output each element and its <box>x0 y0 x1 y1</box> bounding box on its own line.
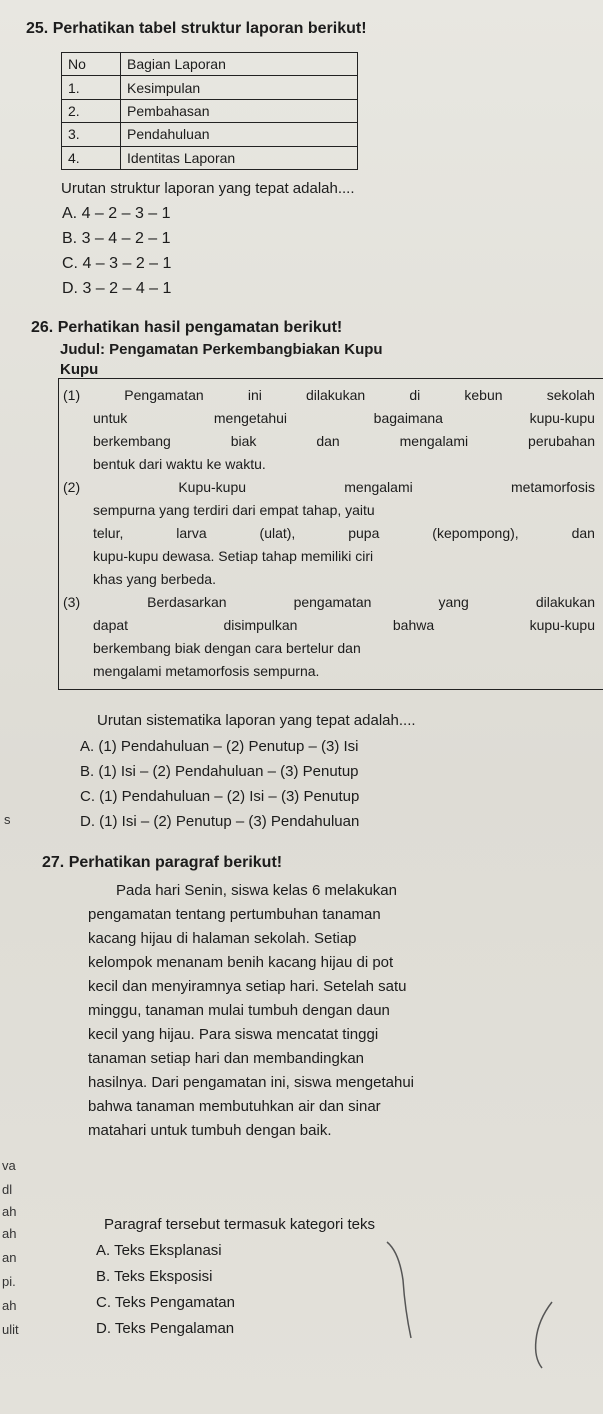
table-row <box>62 76 358 99</box>
box-word: mengetahui <box>213 410 288 426</box>
box-line <box>63 479 595 495</box>
box-word: telur, <box>93 525 124 541</box>
option-letter: A. <box>80 738 95 755</box>
box-word: perubahan <box>528 433 595 449</box>
box-line: mengalami metamorfosis sempurna. <box>93 663 320 679</box>
option-text: 4 – 2 – 3 – 1 <box>81 205 171 222</box>
box-word: berkembang <box>93 433 171 449</box>
box-word: bagaimana <box>373 410 443 426</box>
box-line <box>93 525 595 541</box>
box-line: khas yang berbeda. <box>93 571 216 587</box>
q27-prompt: Perhatikan paragraf berikut! <box>68 854 283 871</box>
q26-number: 26. <box>31 319 54 336</box>
q27-question: Paragraf tersebut termasuk kategori teks <box>104 1216 375 1233</box>
box-word: dapat <box>93 617 129 633</box>
q26-option-a[interactable] <box>80 738 359 755</box>
box-line: berkembang biak dengan cara bertelur dan <box>93 640 361 656</box>
box-word: ini <box>247 387 262 403</box>
box-line: kupu-kupu dewasa. Setiap tahap memiliki ciri <box>93 548 374 564</box>
box-line <box>63 387 595 403</box>
box-word: bahwa <box>392 617 435 633</box>
option-letter: A. <box>96 1242 111 1259</box>
table-cell-part: Kesimpulan <box>121 76 358 99</box>
margin-fragment: ah <box>2 1204 17 1219</box>
margin-fragment: dl <box>2 1182 13 1197</box>
q25-option-a[interactable] <box>62 205 171 223</box>
box-word: (kepompong), <box>432 525 519 541</box>
q26-header <box>31 319 342 337</box>
box-word: yang <box>438 594 469 610</box>
paragraph-line: pengamatan tentang pertumbuhan tanaman <box>88 906 381 923</box>
table-cell-part: Pendahuluan <box>121 123 358 146</box>
q27-option-b[interactable] <box>96 1268 212 1285</box>
table-cell-no: 2. <box>62 99 121 122</box>
box-word: Kupu-kupu <box>178 479 247 495</box>
paragraph-line: hasilnya. Dari pengamatan ini, siswa mengetahui <box>88 1074 415 1091</box>
table-row <box>62 146 358 169</box>
margin-fragment: va <box>2 1158 16 1173</box>
q25-header <box>26 20 367 38</box>
box-word: (2) <box>63 479 81 495</box>
paragraph-line: Pada hari Senin, siswa kelas 6 melakukan <box>116 882 397 899</box>
q25-option-c[interactable] <box>62 255 171 273</box>
paragraph-line: kelompok menanam benih kacang hijau di pot <box>88 954 394 971</box>
paragraph-line: bahwa tanaman membutuhkan air dan sinar <box>88 1098 381 1115</box>
q27-header <box>42 854 282 872</box>
table-cell-no: 1. <box>62 76 121 99</box>
q25-question: Urutan struktur laporan yang tepat adalah.... <box>61 180 355 197</box>
box-line: bentuk dari waktu ke waktu. <box>93 456 266 472</box>
table-cell-no: 3. <box>62 123 121 146</box>
paragraph-line: kacang hijau di halaman sekolah. Setiap <box>88 930 357 947</box>
box-word: mengalami <box>344 479 413 495</box>
table-row <box>62 123 358 146</box>
paragraph-line: kecil dan menyiramnya setiap hari. Setelah satu <box>88 978 407 995</box>
option-letter: C. <box>62 255 78 272</box>
option-letter: B. <box>96 1268 111 1285</box>
box-word: dan <box>571 525 595 541</box>
margin-fragment: pi. <box>2 1274 16 1289</box>
option-text: (1) Isi – (2) Pendahuluan – (3) Penutup <box>98 763 359 780</box>
paragraph-line: matahari untuk tumbuh dengan baik. <box>88 1122 332 1139</box>
box-word: sekolah <box>546 387 595 403</box>
option-text: Teks Eksplanasi <box>114 1242 222 1259</box>
option-text: Teks Pengalaman <box>114 1320 235 1337</box>
box-word: (3) <box>63 594 81 610</box>
table-header-part: Bagian Laporan <box>121 53 358 76</box>
box-word: (ulat), <box>259 525 296 541</box>
option-text: (1) Pendahuluan – (2) Penutup – (3) Isi <box>98 738 359 755</box>
box-word: dilakukan <box>306 387 366 403</box>
table-header-row <box>62 53 358 76</box>
margin-fragment: ulit <box>2 1322 19 1337</box>
q26-title-cont: Kupu <box>60 361 99 378</box>
box-word: dan <box>316 433 340 449</box>
observation-box <box>58 378 603 690</box>
q26-option-c[interactable] <box>80 788 359 805</box>
box-word: untuk <box>93 410 128 426</box>
box-line <box>93 617 595 633</box>
option-letter: A. <box>62 205 78 222</box>
paragraph-line: tanaman setiap hari dan membandingkan <box>88 1050 365 1067</box>
box-line: sempurna yang terdiri dari empat tahap, yaitu <box>93 502 375 518</box>
box-word: biak <box>230 433 257 449</box>
option-letter: D. <box>96 1320 111 1337</box>
box-word: kupu-kupu <box>529 617 595 633</box>
q27-number: 27. <box>42 854 65 871</box>
margin-fragment: ah <box>2 1298 17 1313</box>
table-cell-part: Identitas Laporan <box>121 146 358 169</box>
q26-option-d[interactable] <box>80 813 359 830</box>
table-header-no: No <box>62 53 121 76</box>
box-word: disimpulkan <box>223 617 298 633</box>
option-letter: C. <box>96 1294 111 1311</box>
q25-option-d[interactable] <box>62 280 171 298</box>
box-word: dilakukan <box>535 594 595 610</box>
q25-option-b[interactable] <box>62 230 171 248</box>
box-line <box>63 594 595 610</box>
option-letter: C. <box>80 788 95 805</box>
q27-option-a[interactable] <box>96 1242 222 1259</box>
paragraph-line: minggu, tanaman mulai tumbuh dengan daun <box>88 1002 390 1019</box>
option-text: Teks Pengamatan <box>114 1294 235 1311</box>
option-letter: D. <box>62 280 78 297</box>
option-text: (1) Isi – (2) Penutup – (3) Pendahuluan <box>99 813 360 830</box>
box-word: (1) <box>63 387 81 403</box>
margin-fragment: an <box>2 1250 17 1265</box>
q26-prompt: Perhatikan hasil pengamatan berikut! <box>57 319 343 336</box>
q27-option-c[interactable] <box>96 1294 235 1311</box>
q26-question: Urutan sistematika laporan yang tepat adalah.... <box>97 712 416 729</box>
table-cell-part: Pembahasan <box>121 99 358 122</box>
box-line <box>93 433 595 449</box>
box-word: Pengamatan <box>124 387 204 403</box>
margin-fragment: ah <box>2 1226 17 1241</box>
pencil-mark <box>528 1300 558 1370</box>
box-word: di <box>409 387 421 403</box>
box-word: metamorfosis <box>510 479 595 495</box>
box-word: larva <box>176 525 207 541</box>
option-letter: D. <box>80 813 95 830</box>
box-word: pupa <box>348 525 380 541</box>
box-word: kebun <box>464 387 503 403</box>
pencil-mark <box>385 1240 415 1340</box>
table-row <box>62 99 358 122</box>
box-line <box>93 410 595 426</box>
table-cell-no: 4. <box>62 146 121 169</box>
margin-fragment: s <box>4 812 11 827</box>
paragraph-line: kecil yang hijau. Para siswa mencatat tinggi <box>88 1026 379 1043</box>
option-letter: B. <box>80 763 95 780</box>
option-text: 3 – 2 – 4 – 1 <box>82 280 172 297</box>
option-text: Teks Eksposisi <box>114 1268 213 1285</box>
q27-option-d[interactable] <box>96 1320 234 1337</box>
q25-number: 25. <box>26 20 49 37</box>
box-word: pengamatan <box>293 594 372 610</box>
box-word: Berdasarkan <box>147 594 227 610</box>
option-text: (1) Pendahuluan – (2) Isi – (3) Penutup <box>99 788 360 805</box>
q25-prompt: Perhatikan tabel struktur laporan berikut! <box>52 20 367 37</box>
box-word: mengalami <box>399 433 469 449</box>
report-structure-table <box>61 52 358 170</box>
option-text: 3 – 4 – 2 – 1 <box>81 230 171 247</box>
q26-title: Judul: Pengamatan Perkembangbiakan Kupu <box>60 341 383 358</box>
q26-option-b[interactable] <box>80 763 359 780</box>
box-word: kupu-kupu <box>529 410 595 426</box>
option-text: 4 – 3 – 2 – 1 <box>82 255 172 272</box>
option-letter: B. <box>62 230 78 247</box>
